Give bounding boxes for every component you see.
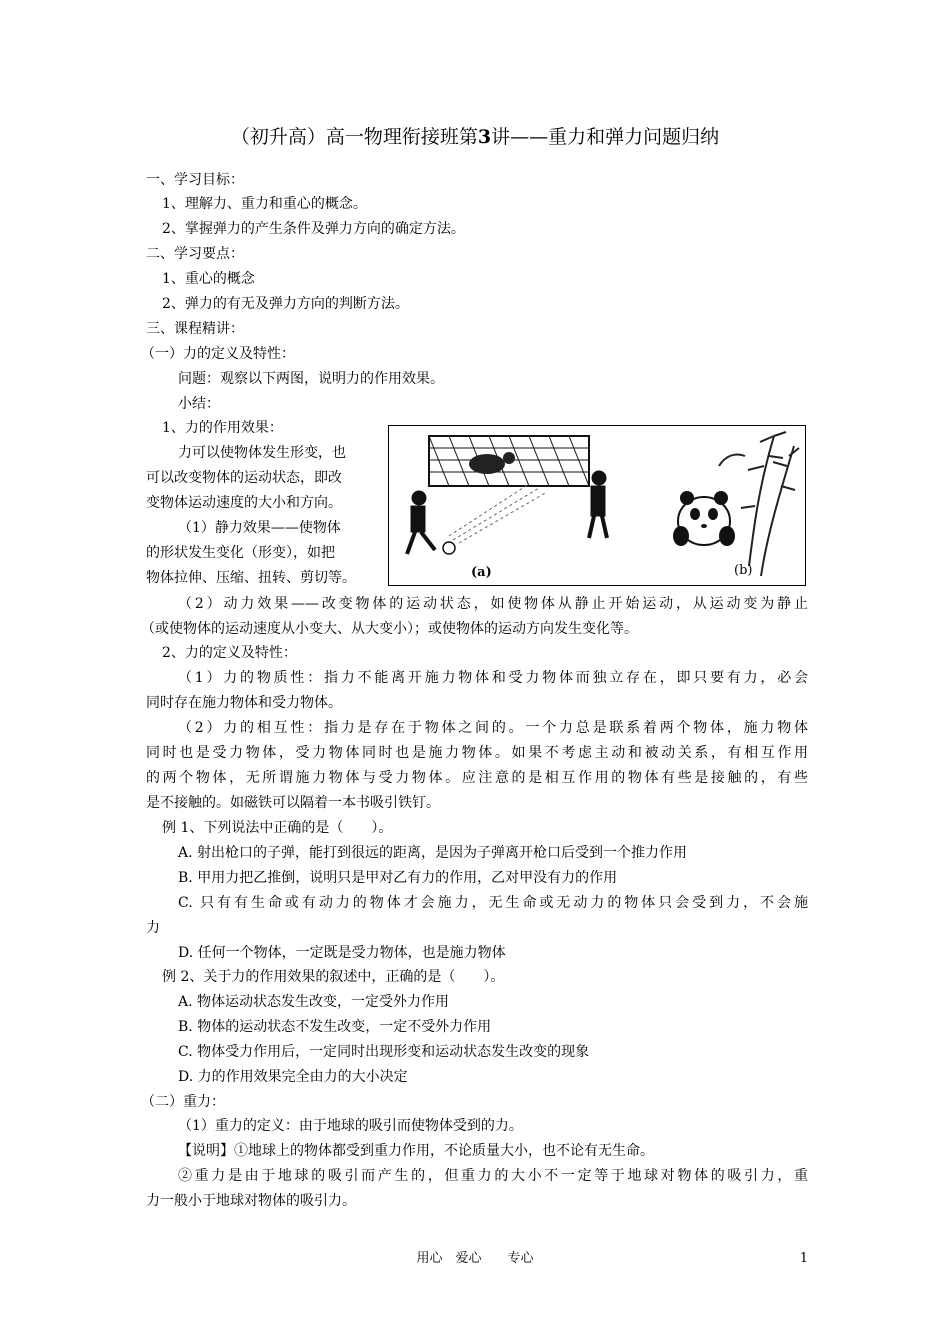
- standing-player-image: [589, 471, 607, 538]
- figure-label-a: (a): [471, 565, 492, 580]
- goalkeeper-image: [469, 452, 515, 474]
- kicking-player-image: [407, 491, 455, 554]
- figure-illustration: [389, 426, 805, 585]
- answer-option: C. 物体受力作用后，一定同时出现形变和运动状态发生改变的现象: [178, 1044, 590, 1060]
- paragraph-line: 小结：: [178, 396, 220, 412]
- list-item: 1、理解力、重力和重心的概念。: [162, 196, 367, 212]
- list-item: 2、掌握弹力的产生条件及弹力方向的确定方法。: [162, 221, 465, 237]
- paragraph-line: 力可以使物体发生形变，也: [178, 445, 346, 461]
- answer-option: D. 任何一个物体，一定既是受力物体，也是施力物体: [178, 945, 506, 961]
- answer-option: C. 只有有生命或有动力的物体才会施力，无生命或无动力的物体只会受到力，不会施: [178, 895, 808, 911]
- page-number: 1: [799, 1251, 808, 1266]
- panda-image: [673, 491, 735, 546]
- paragraph-line: 物体拉伸、压缩、扭转、剪切等。: [146, 570, 356, 586]
- page-title: （初升高）高一物理衔接班第3讲——重力和弹力问题归纳: [230, 126, 720, 148]
- answer-option: B. 物体的运动状态不发生改变，一定不受外力作用: [178, 1019, 492, 1035]
- example-question: 例 2、关于力的作用效果的叙述中，正确的是（ ）。: [162, 969, 505, 985]
- paragraph-line: （2）动力效果——改变物体的运动状态，如使物体从静止开始运动，从运动变为静止: [178, 596, 808, 612]
- section-heading: 三、课程精讲：: [146, 321, 244, 337]
- subsection-heading: （一）力的定义及特性：: [141, 346, 295, 362]
- subsection-heading: （二）重力：: [141, 1094, 225, 1110]
- paragraph-line: 可以改变物体的运动状态，即改: [146, 470, 342, 486]
- paragraph-line: 的形状发生变化（形变），如把: [146, 545, 335, 561]
- paragraph-line: （1）静力效果——使物体: [178, 520, 341, 536]
- figure-force-effects: [388, 425, 806, 586]
- paragraph-line: （或使物体的运动速度从小变大、从大变小）；或使物体的运动方向发生变化等。: [141, 621, 638, 637]
- section-heading: 一、学习目标：: [146, 172, 244, 188]
- paragraph-line: （1）力的物质性：指力不能离开施力物体和受力物体而独立存在，即只要有力，必会: [178, 670, 808, 686]
- paragraph-line: 力一般小于地球对物体的吸引力。: [146, 1193, 356, 1209]
- list-item: 1、重心的概念: [162, 271, 255, 287]
- paragraph-line: ②重力是由于地球的吸引而产生的，但重力的大小不一定等于地球对物体的吸引力，重: [178, 1168, 808, 1184]
- example-question: 例 1、下列说法中正确的是（ ）。: [162, 820, 393, 836]
- paragraph-line: 【说明】①地球上的物体都受到重力作用，不论质量大小，也不论有无生命。: [178, 1143, 654, 1159]
- section-heading: 二、学习要点：: [146, 246, 244, 262]
- paragraph-line: 同时也是受力物体，受力物体同时也是施力物体。如果不考虑主动和被动关系，有相互作用: [146, 745, 808, 761]
- paragraph-line: 问题：观察以下两图，说明力的作用效果。: [178, 371, 444, 387]
- paragraph-line: 的两个物体，无所谓施力物体与受力物体。应注意的是相互作用的物体有些是接触的，有些: [146, 770, 808, 786]
- paragraph-line: 变物体运动速度的大小和方向。: [146, 495, 342, 511]
- paragraph-heading: 1、力的作用效果：: [162, 420, 283, 436]
- figure-label-b: (b): [734, 563, 753, 578]
- paragraph-heading: 2、力的定义及特性：: [162, 645, 297, 661]
- answer-option: A. 物体运动状态发生改变，一定受外力作用: [178, 994, 450, 1010]
- paragraph-line: （2）力的相互性：指力是存在于物体之间的。一个力总是联系着两个物体，施力物体: [178, 720, 808, 736]
- bamboo-image: [719, 432, 799, 576]
- answer-option: D. 力的作用效果完全由力的大小决定: [178, 1069, 408, 1085]
- footer-motto: 用心 爱心 专心: [416, 1251, 534, 1266]
- answer-option: A. 射出枪口的子弹，能打到很远的距离，是因为子弹离开枪口后受到一个推力作用: [178, 845, 688, 861]
- paragraph-line: 是不接触的。如磁铁可以隔着一本书吸引铁钉。: [146, 795, 440, 811]
- paragraph-line: （1）重力的定义：由于地球的吸引而使物体受到的力。: [178, 1118, 523, 1134]
- answer-option: B. 甲用力把乙推倒，说明只是甲对乙有力的作用，乙对甲没有力的作用: [178, 870, 618, 886]
- list-item: 2、弹力的有无及弹力方向的判断方法。: [162, 296, 409, 312]
- answer-option-continued: 力: [146, 920, 160, 936]
- paragraph-line: 同时存在施力物体和受力物体。: [146, 695, 342, 711]
